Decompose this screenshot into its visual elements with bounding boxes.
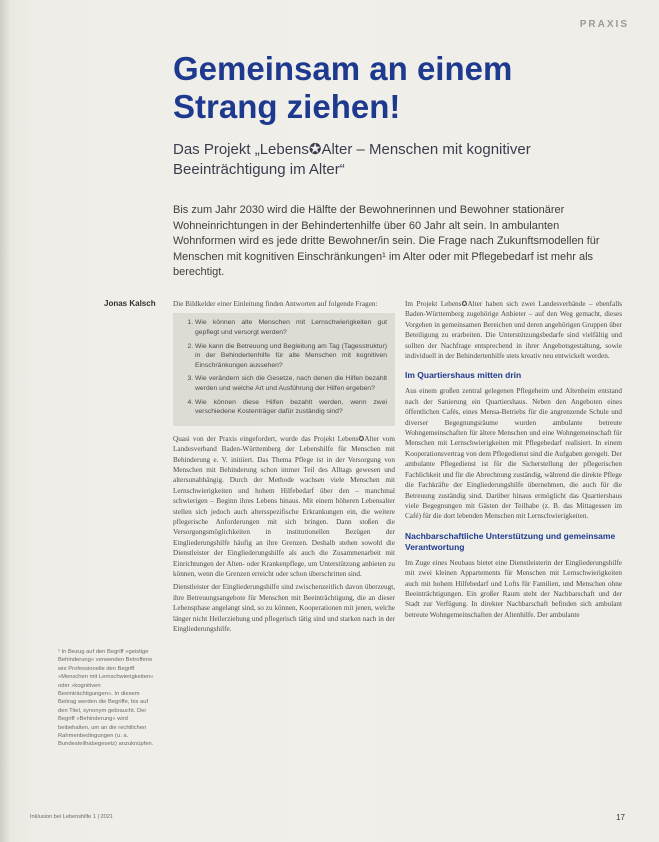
question-list: [183, 318, 387, 416]
body-paragraph: Im Projekt Lebens✪Alter haben sich zwei Landesverbände – ebenfalls Baden-Württemberg zugehörige Anbieter – auf den Weg gemacht, dieses Vorgehen in gemeinsamen Bereichen und deren angehörigen Gruppen über Beteiligung zu erarbeiten. Die Unterstützungsbedarfe sind vielfältig und sollten der Nachfrage entsprechend in ihrer Angebotsgestaltung, sowie individuell in der Behindertenhilfe stets kreativ neu entwickelt werden.: [405, 300, 622, 361]
questions-intro: Die Bildkelder einer Einleitung finden Antworten auf folgende Fragen:: [173, 300, 378, 308]
question-item: 3. Wie verändern sich die Gesetze, nach denen die Hilfen bezahlt werden und welche Art und Ausführung der Hilfen ergeben?: [195, 374, 387, 393]
article-lead: Bis zum Jahr 2030 wird die Hälfte der Bewohnerinnen und Bewohner stationärer Wohneinrichtungen in der Behindertenhilfe über 60 Jahr alt sein. In ambulanten Wohnformen wird es jede dritte Bewohner/in sein. Die Frage nach Zukunftsmodellen für Menschen mit kognitiven Einschränkungen¹ im Alter oder mit Pflegebedarf ist mehr als berechtigt.: [173, 204, 600, 278]
body-paragraph: Quasi von der Praxis eingefordert, wurde das Projekt Lebens✪Alter vom Landesverband Baden-Württemberg der Lebenshilfe für Menschen mit Behinderung e. V. initiiert. Das Thema Pflege ist in der Versorgung von Menschen mit Behinderung schon immer Teil des Alltags gewesen und altersunabhängig. Durch der Methode wachsen viele Menschen mit Lernschwierigkeiten und hohem Hilfebedarf über den – manchmal schwierigen – Beginn ihres Lebens hinaus. Mit einem höheren Lebensalter stellen sich jedoch auch altersspezifische Erkrankungen ein, die weitere pflegerische Anforderungen mit sich bringen. Dann stoßen die Versorgungsmöglichkeiten in institutionellen Bezügen der Eingliederungshilfe häufig an ihre Grenzen. Deshalb stehen sowohl die Dienstleister der Eingliederungshilfe als auch die Zusammenarbeit mit Einrichtungen der Alten- oder Krankenpflege, um Unterstützung anbieten zu können, wenn die Grenzen erreicht oder schon überschritten sind.: [173, 434, 395, 579]
article-subtitle: Das Projekt „Lebens✪Alter – Menschen mit kognitiver Beeinträchtigung im Alter“: [173, 141, 531, 178]
question-item: 4. Wie können diese Hilfen bezahlt werden, wenn zwei verschiedene Kostenträger dafür zuständig sind?: [195, 398, 387, 417]
page-fold-shadow: [0, 0, 10, 842]
article-title: Gemeinsam an einem Strang ziehen!: [173, 50, 513, 125]
question-item: 1. Wie können alte Menschen mit Lernschwierigkeiten gut gepflegt und versorgt werden?: [195, 318, 387, 337]
body-paragraph: Im Zuge eines Neubaus bietet eine Dienstleisterin der Eingliederungshilfe mit zwei kleinen Appartements für Menschen mit Lernschwierigkeiten auch mit hohem Hilfebedarf und Lofts für Familien, und Menschen ohne Beeinträchtigungen. Ein großer Raum steht der Nachbarschaft und der Stadt zur Verfügung. In direkter Nachbarschaft befinden sich ambulant betreute Wohngemeinschaften der Altenhilfe. Der ambulante: [405, 558, 622, 619]
section-heading: Nachbarschaftliche Unterstützung und gemeinsame Verantwortung: [405, 530, 616, 552]
body-paragraph: Aus einem großen zentral gelegenen Pflegeheim und Altenheim entstand nach der Sanierung ein Quartiershaus. Neben den Angeboten eines öffentlichen Cafés, eines Mensa-Betriebs für die angrenzende Schule und diverser Begegnungsräume wurden ambulante betreute Wohngemeinschaften für ältere Menschen und eine Wohngemeinschaft für Menschen mit Lernschwierigkeiten mit Pflegebedarf realisiert. In einem Kooperationsvertrag von dem Pflegedienst sind die Aufgaben geregelt. Der ambulante Pflegedienst ist für die Sicherstellung der pflegerischen Fachlichkeit und für die Abrechnung zuständig, während die direkte Pflege die Fachkräfte der Eingliederungshilfe übernehmen, die auch für die Betreuung zuständig sind. Darüber hinaus ermöglicht das Quartiershaus viele Begegnungen mit Gästen der Teilhabe (z. B. das Mittagessen im Café) für die dort lebenden Menschen mit Lernschwierigkeiten.: [405, 387, 622, 521]
column-middle: [173, 299, 395, 637]
question-item: 2. Wie kann die Betreuung und Begleitung am Tag (Tagesstruktur) in der Behindertenhilfe für alte Menschen mit kognitiven Einschränkungen aussehen?: [195, 342, 387, 371]
footnote: ¹ In Bezug auf den Begriff »geistige Behinderung« verwenden Betroffene wie Professionelle den Begriff »Menschen mit Lernschwierigkeiten« oder »kognitiven Beeinträchtigungen«. In diesem Beitrag werden die Begriffe, bis auf den Titel, synonym gebraucht. Der Begriff »Behinderung« wird beibehalten, um an die rechtlichen Rahmenbedingungen (u. a. Bundesteilhabegesetz) anzuknüpfen.: [58, 649, 154, 748]
section-heading: Im Quartiershaus mitten drin: [405, 370, 522, 381]
footer-publication: Inklusion bei Lebenshilfe 1 | 2021: [30, 814, 113, 820]
author-name: Jonas Kalsch: [104, 299, 156, 308]
column-right: [405, 299, 622, 623]
body-paragraph: Dienstleister der Eingliederungshilfe sind zwischenzeitlich davon überzeugt, ihre Betreuungsangebote für Menschen mit Beeinträchtigung, die an dieser Lebensphase angelangt sind, so zu können, Kooperationen mit jenen, welche länger nicht Heilerziehung und pflegerisch tätig sind und starken nach in der Eingliederungshilfe.: [173, 583, 395, 634]
section-label: PRAXIS: [579, 19, 629, 30]
question-box: [173, 313, 395, 425]
page-number: 17: [616, 813, 625, 822]
